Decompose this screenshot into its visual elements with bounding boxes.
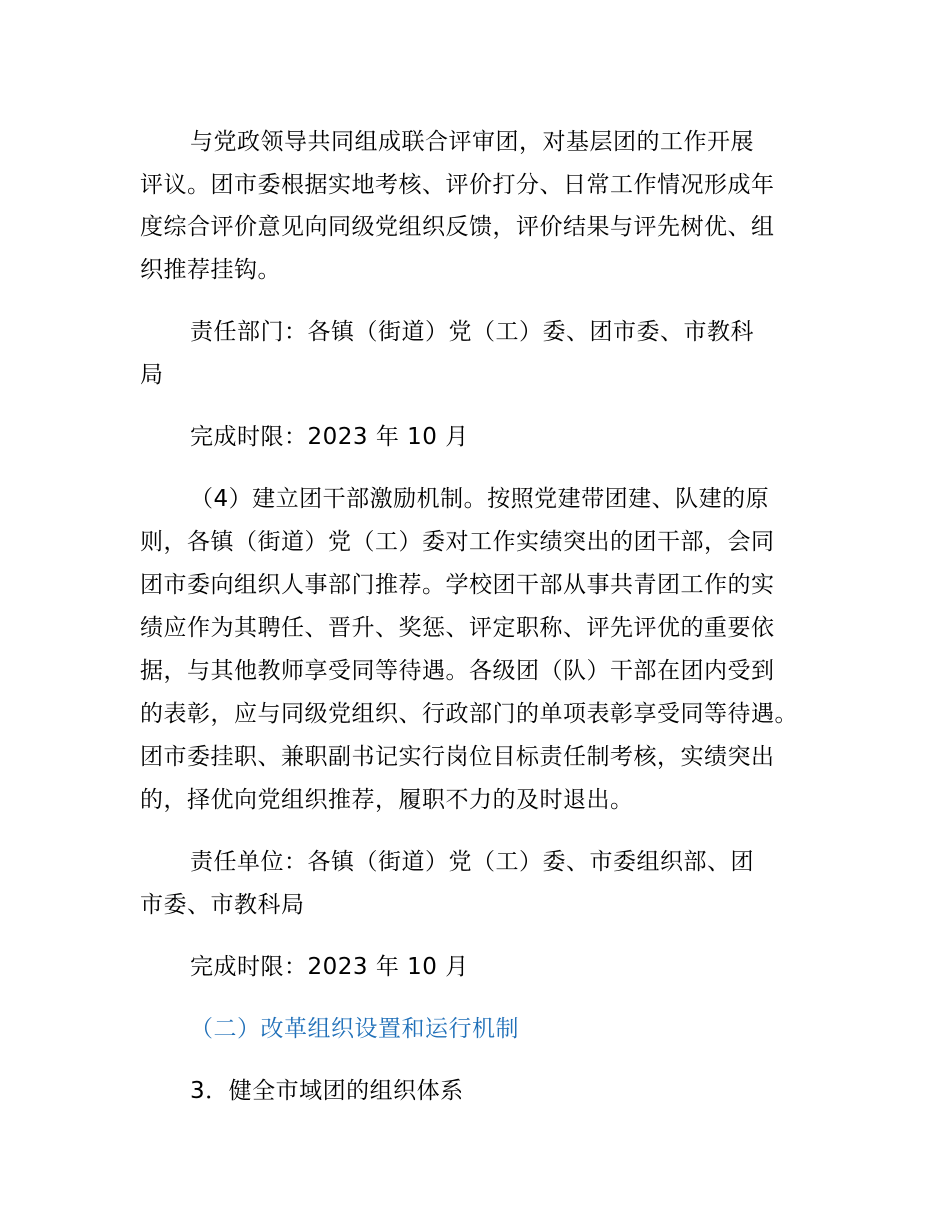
paragraph-line: 度综合评价意见向同级党组织反馈，评价结果与评先树优、组 (140, 214, 775, 240)
responsible-unit-line: 责任单位：各镇（街道）党（工）委、市委组织部、团 (190, 849, 754, 875)
responsible-unit-line: 市委、市教科局 (140, 892, 305, 918)
section-heading: （二）改革组织设置和运行机制 (190, 1016, 519, 1042)
paragraph-line: 则，各镇（街道）党（工）委对工作实绩突出的团干部，会同 (140, 529, 775, 555)
deadline-line: 完成时限：2023 年 10 月 (190, 424, 469, 450)
paragraph-line: 的表彰，应与同级党组织、行政部门的单项表彰享受同等待遇。 (140, 701, 798, 727)
paragraph-line: 团市委向组织人事部门推荐。学校团干部从事共青团工作的实 (140, 572, 775, 598)
deadline-line: 完成时限：2023 年 10 月 (190, 954, 469, 980)
paragraph-line: 织推荐挂钩。 (140, 257, 281, 283)
paragraph-line: 据，与其他教师享受同等待遇。各级团（队）干部在团内受到 (140, 658, 775, 684)
responsible-dept-line: 局 (140, 362, 164, 388)
paragraph-line: 评议。团市委根据实地考核、评价打分、日常工作情况形成年 (140, 172, 775, 198)
paragraph-line: 绩应作为其聘任、晋升、奖惩、评定职称、评先评优的重要依 (140, 615, 775, 641)
paragraph-line: 团市委挂职、兼职副书记实行岗位目标责任制考核，实绩突出 (140, 744, 775, 770)
paragraph-line: 的，择优向党组织推荐，履职不力的及时退出。 (140, 787, 634, 813)
paragraph-line: 与党政领导共同组成联合评审团，对基层团的工作开展 (190, 129, 754, 155)
responsible-dept-line: 责任部门：各镇（街道）党（工）委、团市委、市教科 (190, 319, 754, 345)
paragraph-line: （4）建立团干部激励机制。按照党建带团建、队建的原 (190, 486, 770, 512)
subsection-heading: 3．健全市域团的组织体系 (190, 1078, 464, 1104)
